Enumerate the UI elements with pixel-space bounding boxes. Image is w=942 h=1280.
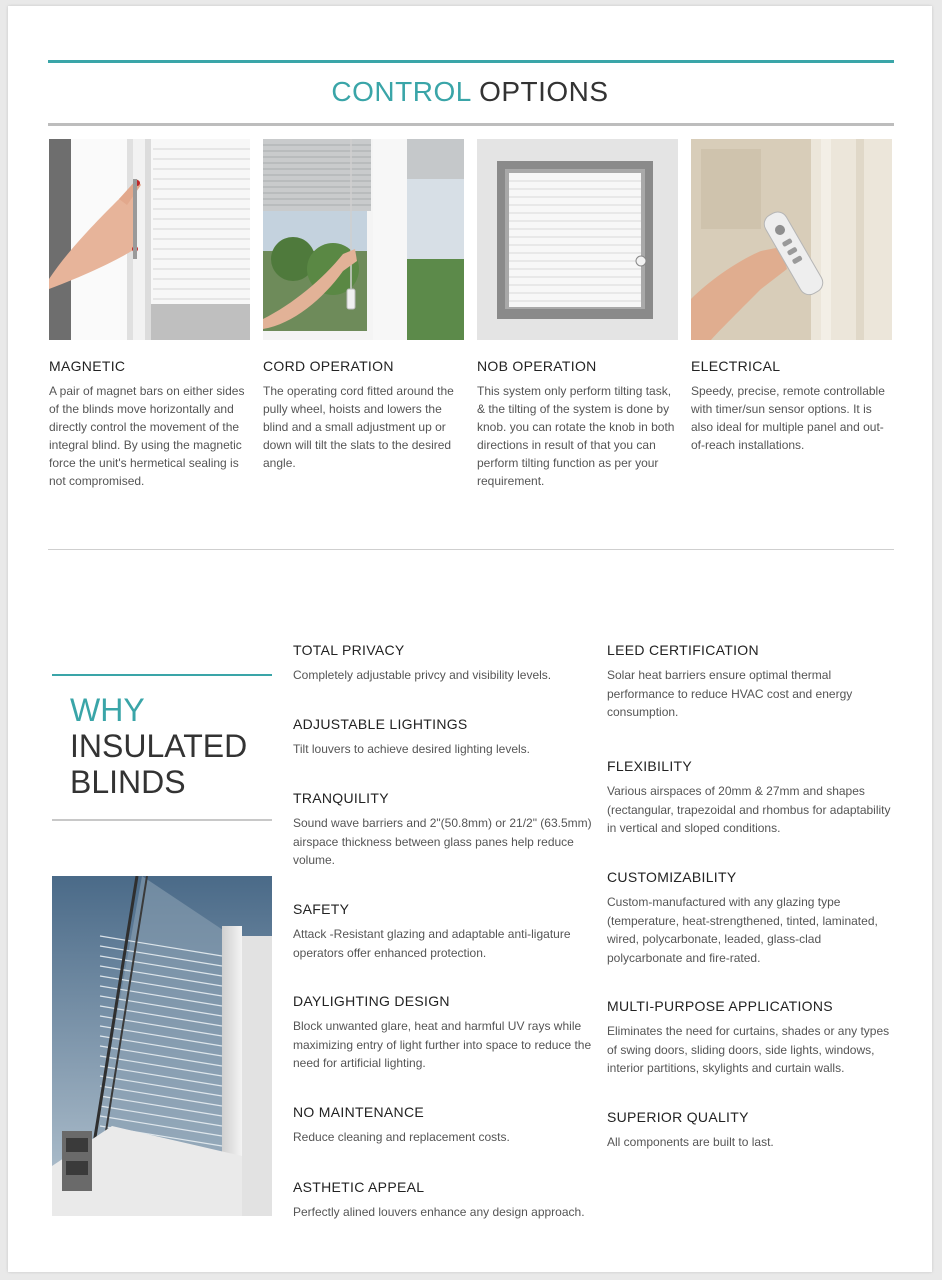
feature-description: All components are built to last. <box>607 1135 774 1149</box>
option-card-cord-operation <box>263 139 464 472</box>
feature-description: Various airspaces of 20mm & 27mm and shapes (rectangular, trapezoidal and rhombus for adaptability in vertical and sloped conditions. <box>607 784 891 835</box>
feature-title: FLEXIBILITY <box>607 758 692 774</box>
option-description: Speedy, precise, remote controllable with timer/sun sensor options. It is also ideal for multiple panel and out-of-reach installations. <box>691 384 885 452</box>
feature-description: Sound wave barriers and 2"(50.8mm) or 21/2" (63.5mm) airspace thickness between glass panes help reduce volume. <box>293 816 592 867</box>
feature-total-privacy <box>293 642 593 685</box>
feature-adjustable-lightings <box>293 716 593 759</box>
feature-title: SUPERIOR QUALITY <box>607 1109 749 1125</box>
magnetic-blind-photo <box>49 139 250 340</box>
option-title: NOB OPERATION <box>477 358 597 374</box>
why-bottom-rule <box>52 819 272 821</box>
electrical-remote-photo <box>691 139 892 340</box>
title-accent-word: CONTROL <box>331 76 471 107</box>
option-title: CORD OPERATION <box>263 358 394 374</box>
option-description: This system only perform tilting task, & the tilting of the system is done by knob. you can rotate the knob in both directions in result of that you can perform tilting function as per your requirement. <box>477 384 675 488</box>
option-card-electrical <box>691 139 892 454</box>
feature-title: MULTI-PURPOSE APPLICATIONS <box>607 998 833 1014</box>
feature-title: DAYLIGHTING DESIGN <box>293 993 450 1009</box>
feature-title: ADJUSTABLE LIGHTINGS <box>293 716 468 732</box>
feature-description: Block unwanted glare, heat and harmful UV rays while maximizing entry of light further into space to reduce the need for artificial lighting. <box>293 1019 592 1070</box>
insulated-glass-unit-photo <box>52 876 272 1216</box>
feature-description: Reduce cleaning and replacement costs. <box>293 1130 510 1144</box>
header-bottom-rule <box>48 123 894 126</box>
option-title: ELECTRICAL <box>691 358 781 374</box>
feature-daylighting-design <box>293 993 593 1073</box>
why-line-3: BLINDS <box>70 764 186 800</box>
feature-customizability <box>607 869 897 967</box>
feature-description: Eliminates the need for curtains, shades or any types of swing doors, sliding doors, side lights, windows, interior partitions, skylights and curtain walls. <box>607 1024 890 1075</box>
option-title: MAGNETIC <box>49 358 126 374</box>
cord-operation-photo <box>263 139 464 340</box>
why-line-2: INSULATED <box>70 728 248 764</box>
header-top-rule <box>48 60 894 63</box>
feature-title: CUSTOMIZABILITY <box>607 869 737 885</box>
feature-flexibility <box>607 758 897 838</box>
brochure-page <box>8 6 932 1272</box>
feature-leed-certification <box>607 642 897 722</box>
feature-description: Attack -Resistant glazing and adaptable anti-ligature operators offer enhanced protection. <box>293 927 571 960</box>
feature-description: Completely adjustable privcy and visibility levels. <box>293 668 552 682</box>
nob-operation-photo <box>477 139 678 340</box>
why-insulated-blinds-heading <box>52 674 272 822</box>
feature-title: TOTAL PRIVACY <box>293 642 405 658</box>
option-card-nob-operation <box>477 139 678 490</box>
feature-no-maintenance <box>293 1104 593 1147</box>
feature-tranquility <box>293 790 593 870</box>
option-description: The operating cord fitted around the pully wheel, hoists and lowers the blind and a small adjustment up or down will tilt the slats to the desired angle. <box>263 384 454 470</box>
feature-asthetic-appeal <box>293 1179 593 1222</box>
feature-title: NO MAINTENANCE <box>293 1104 424 1120</box>
feature-multi-purpose-applications <box>607 998 897 1078</box>
feature-safety <box>293 901 593 962</box>
feature-title: SAFETY <box>293 901 350 917</box>
feature-title: LEED CERTIFICATION <box>607 642 759 658</box>
feature-title: TRANQUILITY <box>293 790 389 806</box>
title-rest-word: OPTIONS <box>479 76 609 107</box>
option-card-magnetic <box>49 139 250 490</box>
section-divider <box>48 549 894 550</box>
feature-title: ASTHETIC APPEAL <box>293 1179 425 1195</box>
option-description: A pair of magnet bars on either sides of the blinds move horizontally and directly control the movement of the integral blind. By using the magnetic force the unit's hermetical sealing is not compromised. <box>49 384 245 488</box>
why-line-1: WHY <box>70 692 145 728</box>
why-top-rule <box>52 674 272 676</box>
feature-description: Tilt louvers to achieve desired lighting levels. <box>293 742 531 756</box>
feature-description: Solar heat barriers ensure optimal thermal performance to reduce HVAC cost and energy consumption. <box>607 668 853 719</box>
feature-description: Custom-manufactured with any glazing type (temperature, heat-strengthened, tinted, laminated, wired, polycarbonate, leaded, glass-clad polycarbonate and fire-rated. <box>607 895 878 965</box>
feature-description: Perfectly alined louvers enhance any design approach. <box>293 1205 585 1219</box>
section-title-control-options <box>8 76 932 108</box>
feature-superior-quality <box>607 1109 897 1152</box>
